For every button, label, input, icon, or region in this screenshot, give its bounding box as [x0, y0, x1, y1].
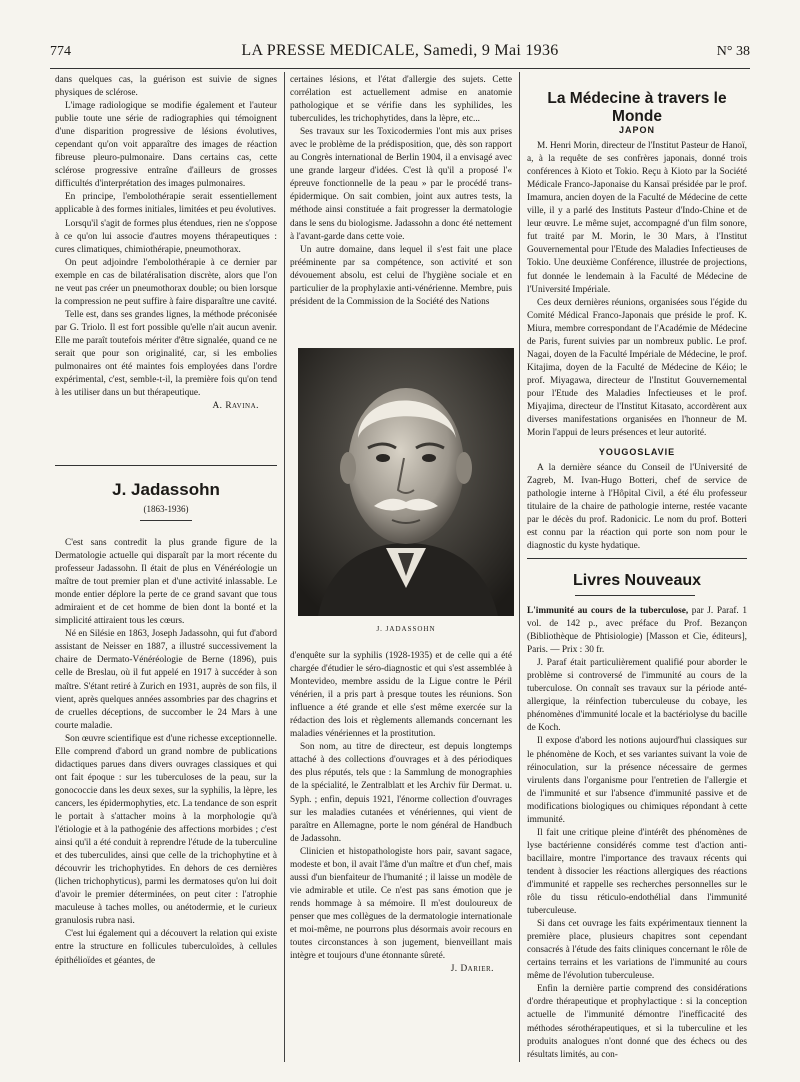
column-3-bottom [527, 605, 747, 1070]
header-rule [50, 68, 750, 69]
page-number: 774 [50, 44, 71, 59]
paragraph: Telle est, dans ses grandes lignes, la méthode préconisée par G. Triolo. Il est fort possible qu'elle n'ait aucun avenir. Elle me paraît toutefois mériter d'être signalée, quand ce ne serait que pour son originalité, car, si les embolies pulmonaires ont été maintes fois employées dans l'ordre expérimental, c'est, semble-t-il, la première fois qu'on tend à les utiliser dans un but thérapeutique. [55, 309, 277, 399]
signature-darier: J. Darier. [450, 964, 494, 975]
journal-title: LA PRESSE MEDICALE, Samedi, 9 Mai 1936 [241, 42, 559, 59]
paragraph: On peut adjoindre l'embolothérapie à ce dernier par exemple en cas de bilatéralisation discrète, alors que l'on ne veut pas créer un pneumothorax double; ou bien lorsque la compression ne peut suffire à faire disparaître une cavité. [55, 257, 277, 307]
livres-title: Livres Nouveaux [572, 572, 702, 589]
paragraph: Clinicien et histopathologiste hors pair, savant sagace, modeste et bon, il avait l'âme d'un maître et d'un chef, mais aussi d'un bienfaiteur de l'humanité ; il laisse un modèle de vie admirable et utile. Ce n'est pas sans émotion que je rends hommage à sa mémoire. Il m'est douloureux de penser que mes collègues de la dermatologie internationale et moi-même, ne pourrons plus désormais avoir recours en toutes circonstances à son jugement, bienveillant mais intègre et toujours d'une étonnante sûreté. [290, 846, 512, 962]
paragraph: Son œuvre scientifique est d'une richesse exceptionnelle. Elle comprend d'abord un grand nombre de publications didactiques parues dans divers ouvrages classiques et qui ont fait époque : sur les tuberculoses de la peau, sur la gonococcie dans les deux sexes, sur la syphilis, la lèpre, les cancers, les épidermophyties, etc. La tendance de son esprit le portait à s'attacher moins à la morphologie qu'à l'étiologie et à la pathogénie des affections morbides ; c'est ainsi qu'il a été conduit à reprendre l'étude de la tuberculine et des tuberculides, ainsi que celle de la trichophytine et à découvrir les trichophytides. En dehors de ces dernières (lichen trichophyticus), parmi les dermatoses qu'on lui doit d'avoir le premier déterminées, on peut citer : l'atrophie maculeuse à taches molles, ou anétodermie, et le curieux granulosis rubra nasi. [55, 733, 277, 927]
column-3-top [527, 124, 747, 552]
paragraph: Ces deux dernières réunions, organisées sous l'égide du Comité Médical Franco-Japonais que préside le prof. K. Miura, membre correspondant de l'Académie de Médecine de Paris, furent suivies par un nombreux public. Le prof. Nagai, doyen de la Faculté Impériale de Médecine, le prof. Kitajima, doyen de la Faculté de Médecine de Kéio; le prof. Miyagawa, directeur de l'Institut Gouvernemental pour l'Etude des Maladies Infectieuses et le prof. Miyajima, directeur de l'Institut Kitasato, accordèrent aux diverses manifestations organisées en l'honneur de M. Morin l'appui de leurs présences et leur autorité. [527, 297, 747, 439]
column-divider-left [284, 72, 285, 1062]
paragraph: Né en Silésie en 1863, Joseph Jadassohn, qui fut d'abord assistant de Neisser en 1887, a illustré successivement la chaire de Dermato-Vénéréologie de Berne (1896), puis celle de Breslau, où il fut appelé en 1917 à succéder à son maître. S'étant retiré à Zurich en 1931, auprès de son fils, il vient, après quelques années assombries par des chagrins et de cruelles déceptions, de succomber le 24 Mars à une courte maladie. [55, 629, 277, 731]
paragraph: certaines lésions, et l'état d'allergie des sujets. Cette corrélation est actuellement admise en anatomie pathologique et se vérifie dans les syphilides, les tuberculides, les trichophytides, dans la lèpre, etc... [290, 75, 512, 125]
paragraph: Si dans cet ouvrage les faits expérimentaux tiennent la première place, plusieurs chapitres sont cependant consacrés à l'étude des faits cliniques concernant le rôle de certains terrains et les variations de l'immunité au cours même de l'évolution tuberculeuse. [527, 919, 747, 982]
paragraph: Son nom, au titre de directeur, est depuis longtemps attaché à des collections d'ouvrages et à des périodiques des plus réputés, tels que : la Sammlung de monographies de la spécialité, le Zentralblatt et les Archiv für Dermat. u. Syph. ; enfin, depuis 1921, l'énorme collection d'ouvrages sur les maladies cutanées et vénériennes, qui vient de paraître en Allemagne, porte le nom général de Handbuch de Jadassohn. [290, 742, 512, 844]
book-title: L'immunité au cours de la tuberculose, [527, 606, 689, 616]
column-2-bottom [290, 650, 512, 1070]
paragraph: Il fait une critique pleine d'intérêt des phénomènes de lyse bactérienne considérés comme test d'action anti-bacillaire, montre l'importance des travaux récents qui tendent à dissocier les réactions allergiques des réactions d'immunité et rappelle ses recherches personnelles sur le rôle du tissu réticulo-endothélial dans l'immunité tuberculeuse. [527, 827, 747, 917]
section-rule [527, 558, 747, 559]
obituary-years: (1863-1936) [143, 504, 189, 514]
paragraph: Enfin la dernière partie comprend des considérations d'ordre thérapeutique et prophylactique : si la conception actuelle de l'immunité démontre l'inefficacité des méthodes sérothérapeutiques, et si la tuberculine et les produits analogues n'ont donné que des échecs ou des résultats limités, au con- [527, 984, 747, 1060]
obituary-name: J. Jadassohn [112, 480, 220, 499]
book-details: par J. Paraf. 1 vol. de 142 p., avec préface du Prof. Bezançon (Bibliothèque de Phtisiologie) [Masson et Cie, éditeurs], Paris. — Prix : 30 fr. [527, 606, 748, 656]
portrait-illustration [298, 348, 514, 616]
paragraph: dans quelques cas, la guérison est suivie de signes physiques de sclérose. [55, 75, 277, 99]
paragraph: M. Henri Morin, directeur de l'Institut Pasteur de Hanoï, a, à la requête de ses confrères japonais, donné trois conférences à Kioto et Tokio. Reçu à Kioto par la Société Médicale Franco-Japonaise du Kansaï présidée par le prof. Imamura, ancien doyen de la Faculté de Médecine de cette ville, il y a parlé des Instituts Pasteur d'Indo-Chine et de leur œuvre. Le même sujet, accompagné d'un film sonore, fut traité par M. Morin, le 30 Mars, à l'Institut Gouvernemental pour l'Etude des Maladies Infectieuses de Tokio. Une deuxième Conférence, illustrée de projections, fut donnée le lendemain à la Faculté de Médecine de l'Université Impériale. [527, 141, 747, 295]
paragraph: Lorsqu'il s'agit de formes plus étendues, rien ne s'oppose à ce qu'on lui associe d'autres moyens thérapeutiques : cures climatiques, chimiothérapie, pneumothorax. [55, 218, 277, 255]
japon-label: JAPON [618, 125, 655, 135]
obituary-rule [140, 520, 192, 521]
section-rule [55, 465, 277, 466]
column-divider-right [519, 72, 520, 1062]
paragraph: Un autre domaine, dans lequel il s'est fait une place prééminente par sa compétence, son activité et son dévouement absolu, est celui de l'hygiène sociale et en particulier de la prophylaxie anti-vénérienne. Membre, puis président de la Commission de la Société des Nations [290, 244, 512, 307]
column-1-top [55, 74, 277, 412]
portrait-photo [298, 348, 514, 616]
paragraph: En principe, l'embolothérapie serait essentiellement applicable à des formes initiales, limitées et peu évolutives. [55, 192, 277, 216]
yougoslavie-label: YOUGOSLAVIE [598, 447, 676, 458]
running-header [50, 42, 750, 66]
column-2-top [290, 74, 512, 336]
livres-heading [524, 572, 750, 590]
medecine-title: La Médecine à travers le Monde [547, 90, 727, 125]
paragraph: L'image radiologique se modifie également et l'auteur publie toute une série de radiographies qui témoignent d'une disparition progressive de lésions évolutives, cependant qu'on voit apparaître des images de réaction fibreuse pleuro-pulmonaire. Dans certains cas, cette sclérose progressive entraîne d'ailleurs de grosses difficultés d'interprétation des images pulmonaires. [55, 101, 277, 190]
paragraph: C'est sans contredit la plus grande figure de la Dermatologie actuelle qui disparaît par la mort récente du professeur Jadassohn. Il était de plus en Vénéréologie un maître de tout premier plan et d'une activité inlassable. Le monde entier déplore la perte de ce grand savant que tous admiraient et de cet homme de bien dont la bonté et la simplicité attiraient tous les cœurs. [55, 538, 277, 627]
medecine-heading [524, 90, 750, 126]
signature-ravina: A. Ravina. [212, 401, 259, 412]
paragraph: J. Paraf était particulièrement qualifié pour aborder le problème si controversé de l'immunité au cours de la tuberculose. On connaît ses travaux sur la période anté-allergique, la réinfection tuberculeuse du cobaye, les phénomènes d'immunité locale et la bactériolyse du bacille de Koch. [527, 658, 747, 734]
paragraph: A la dernière séance du Conseil de l'Université de Zagreb, M. Ivan-Hugo Botteri, chef de service de pathologie interne à l'Hôpital Civil, a été élu professeur titulaire de la chaire de pathologie interne, restée vacante par le décès du prof. Radonicic. Le nom du prof. Botteri est connu par la réaction qui porte son nom pour le diagnostic du kyste hydatique. [527, 463, 747, 552]
issue-number: N° 38 [716, 44, 750, 59]
book-reference [527, 605, 747, 657]
paragraph: Ses travaux sur les Toxicodermies l'ont mis aux prises avec le problème de la prédisposition, que, dès son rapport au Congrès international de Berlin 1904, il a envisagé avec une grande largeur d'idées. C'est là qu'il a proposé l'« épreuve fonctionnelle de la peau » par le procédé trans-épidermique. On sait combien, joint aux autres tests, la méthode ainsi constituée a fait progresser la dermatologie dans le sens du biologisme. Jadassohn a donc été nettement à l'avant-garde dans cette voie. [290, 127, 512, 242]
column-1-bottom [55, 537, 277, 1067]
photo-caption: J. JADASSOHN [376, 625, 436, 633]
paragraph: Il expose d'abord les notions aujourd'hui classiques sur le phénomène de Koch, et ses variantes suivant la voie de réinoculation, sur la présence nécessaire de germes virulents dans l'organisme pour l'entretien de l'allergie et de l'immunité et sur l'absence d'immunité passive et de modifications biologiques ou chimiques répondant à cette immunité. [527, 736, 747, 825]
livres-underline [575, 595, 695, 596]
obituary-heading [55, 480, 277, 514]
paragraph: C'est lui également qui a découvert la relation qui existe entre la structure en follicules tuberculoïdes, à cellules épithélioïdes et géantes, de [55, 929, 277, 966]
paragraph: d'enquête sur la syphilis (1928-1935) et de celle qui a été chargée d'étudier le séro-diagnostic et qui s'est assemblée à Montevideo, membre assidu de la Ligue contre le Péril vénérien, il a pris part à presque toutes les réunions. Son influence a été grande et elle s'est même exercée sur la rédaction des lois et règlements allemands concernant les maladies vénériennes et la prostitution. [290, 651, 512, 740]
